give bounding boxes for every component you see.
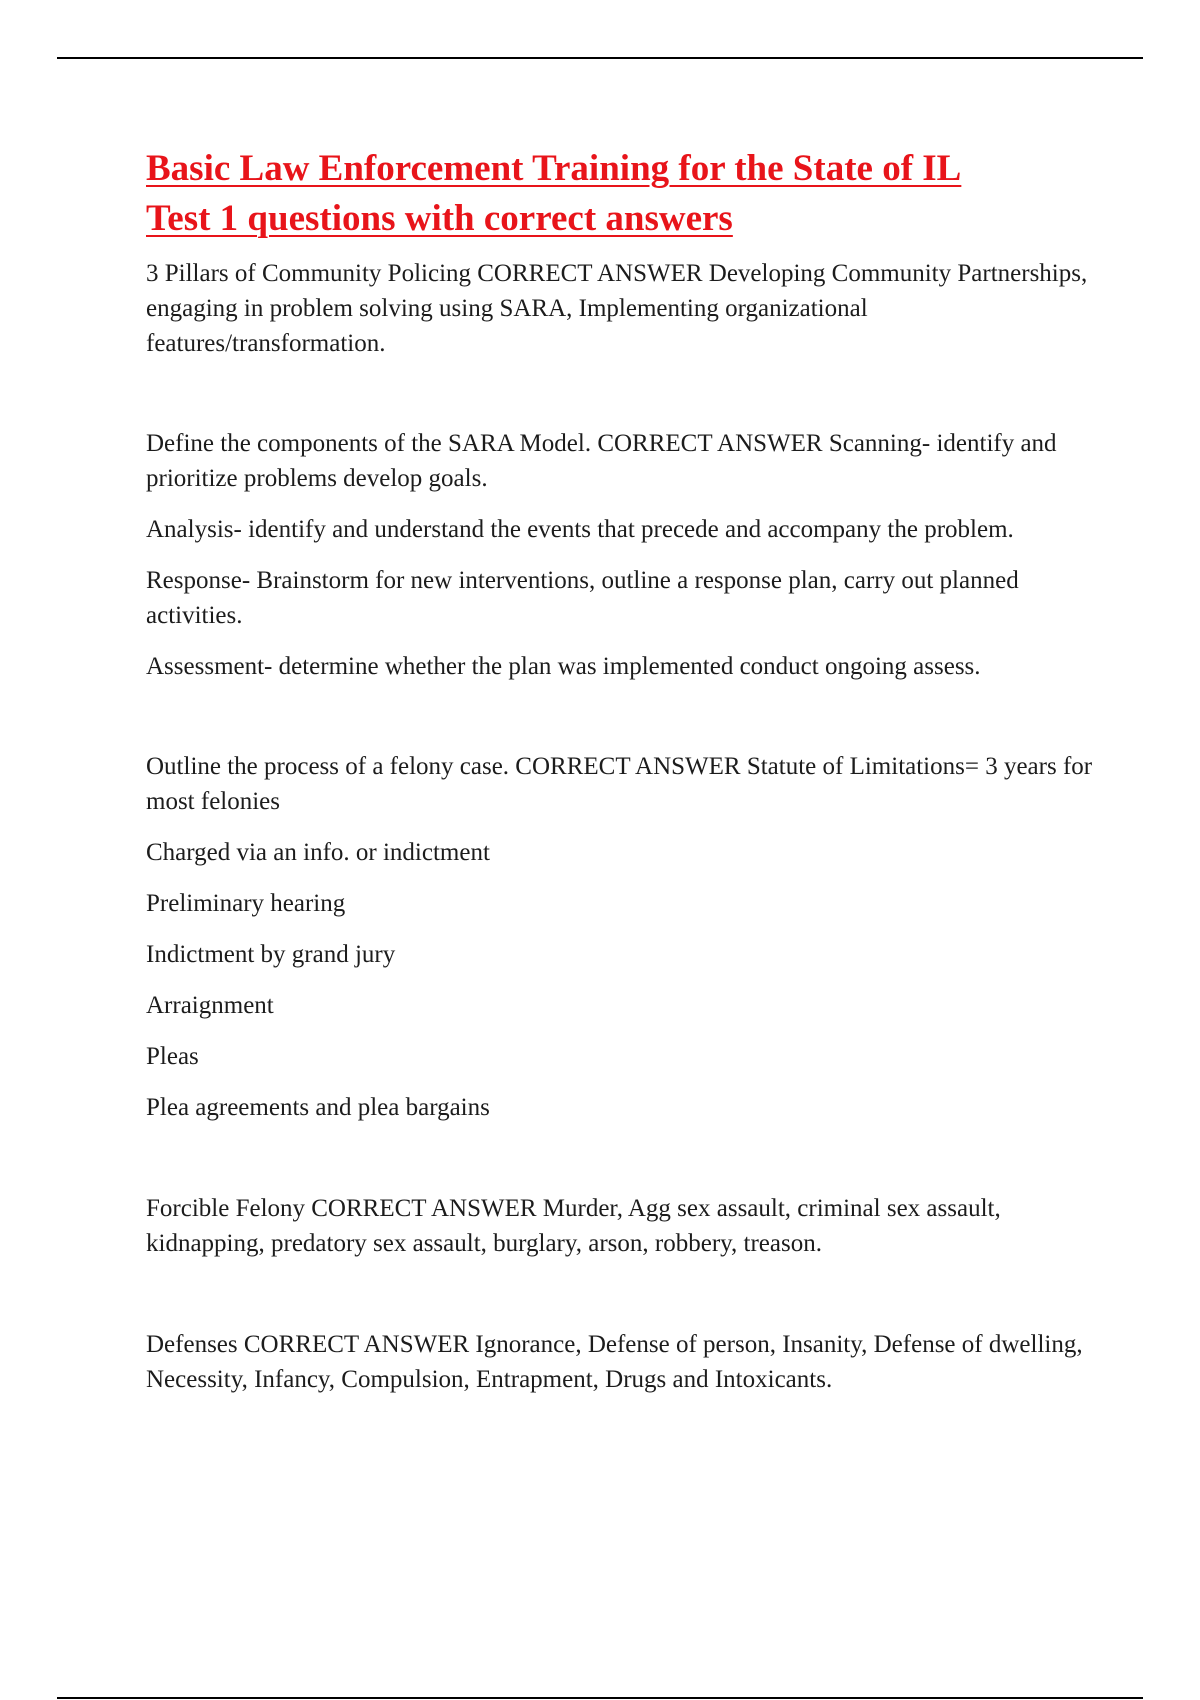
qa-block-forcible-felony [146, 1191, 1096, 1261]
bottom-rule [57, 1697, 1143, 1699]
qa-list-item: Preliminary hearing [146, 890, 346, 917]
title-line-1: Basic Law Enforcement Training for the State of IL [146, 148, 962, 189]
document-title [146, 144, 1096, 244]
document-body [146, 144, 1096, 1397]
qa-block-defenses [146, 1327, 1096, 1397]
qa-list-item: Pleas [146, 1043, 199, 1070]
top-rule [57, 57, 1143, 59]
qa-paragraph: Defenses CORRECT ANSWER Ignorance, Defense of person, Insanity, Defense of dwelling, Necessity, Infancy, Compulsion, Entrapment, Drugs and Intoxicants. [146, 1331, 1083, 1393]
qa-paragraph: 3 Pillars of Community Policing CORRECT ANSWER Developing Community Partnerships, engaging in problem solving using SARA, Implementing organizational features/transformation. [146, 260, 1088, 357]
qa-paragraph: Analysis- identify and understand the events that precede and accompany the problem. [146, 516, 1014, 543]
qa-block-community-policing [146, 256, 1096, 361]
qa-paragraph: Response- Brainstorm for new interventions, outline a response plan, carry out planned activities. [146, 567, 1019, 629]
qa-block-felony-case [146, 749, 1096, 1125]
title-line-2: Test 1 questions with correct answers [146, 198, 733, 239]
qa-block-sara-model [146, 426, 1096, 684]
qa-paragraph: Define the components of the SARA Model. CORRECT ANSWER Scanning- identify and prioritize problems develop goals. [146, 430, 1057, 492]
qa-paragraph: Assessment- determine whether the plan was implemented conduct ongoing assess. [146, 653, 981, 680]
qa-paragraph: Outline the process of a felony case. CORRECT ANSWER Statute of Limitations= 3 years for most felonies [146, 753, 1093, 815]
qa-list-item: Plea agreements and plea bargains [146, 1094, 490, 1121]
qa-list-item: Arraignment [146, 992, 274, 1019]
qa-list-item: Indictment by grand jury [146, 941, 396, 968]
qa-list-item: Charged via an info. or indictment [146, 839, 490, 866]
qa-paragraph: Forcible Felony CORRECT ANSWER Murder, Agg sex assault, criminal sex assault, kidnapping, predatory sex assault, burglary, arson, robbery, treason. [146, 1195, 1001, 1257]
